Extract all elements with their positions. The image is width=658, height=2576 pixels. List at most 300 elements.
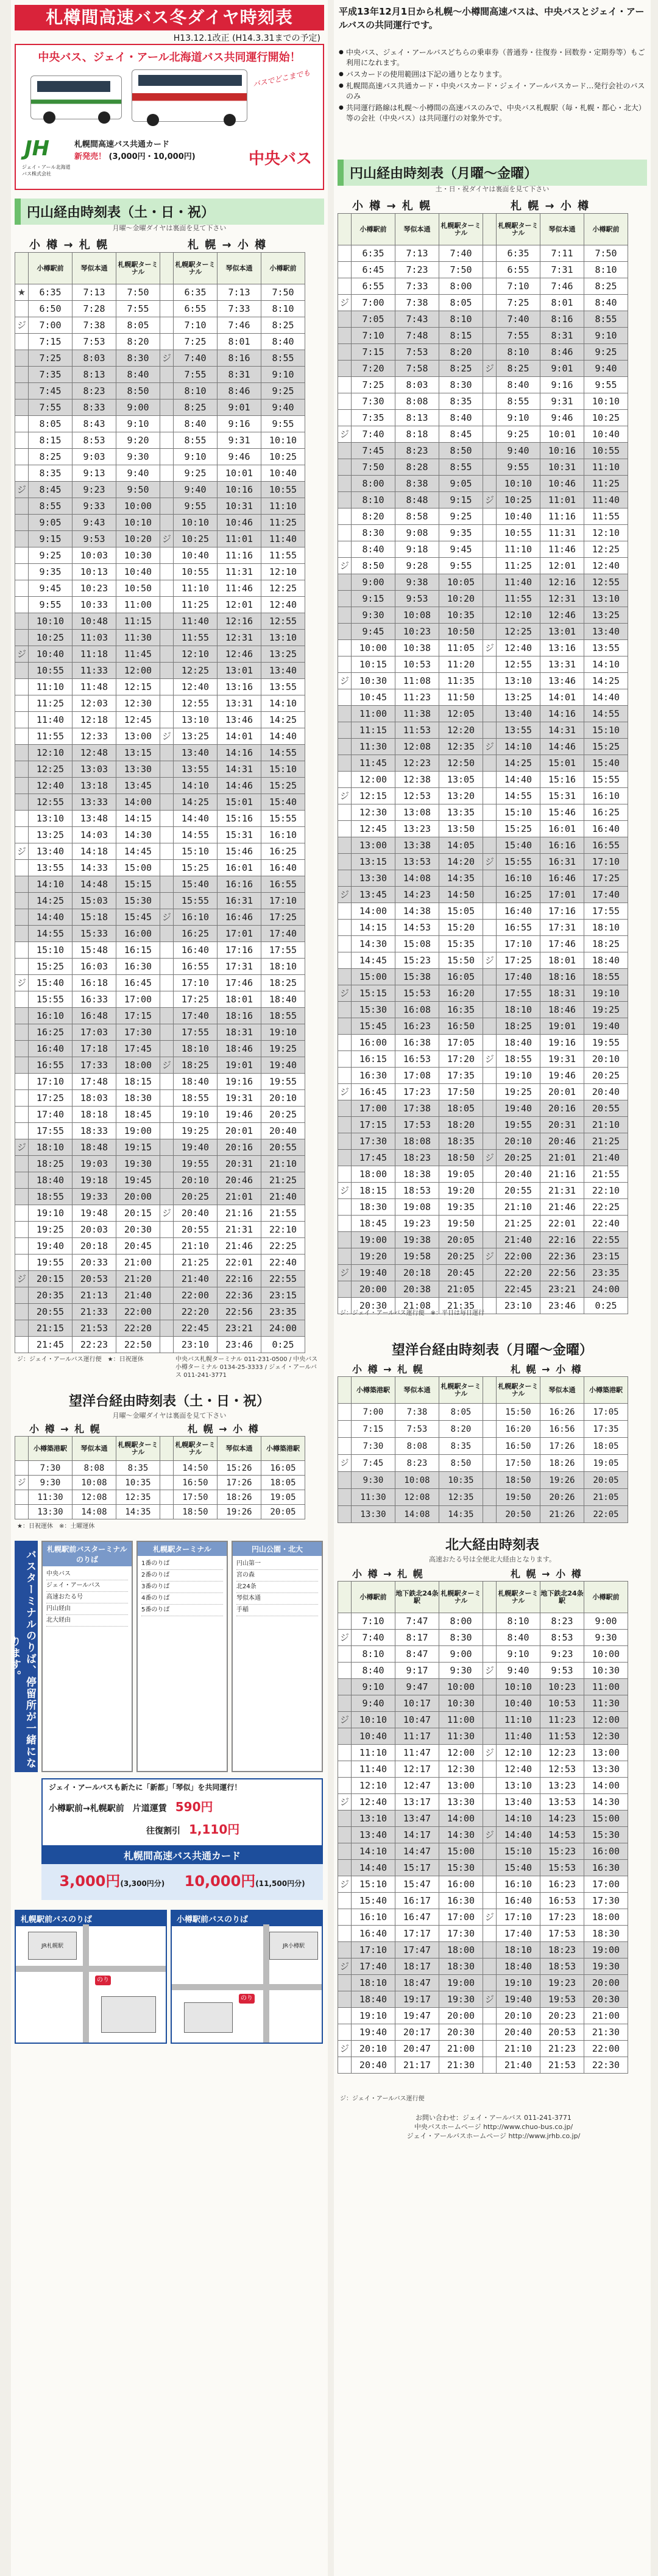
departure-time: 22:20 [116, 1320, 160, 1337]
departure-time: 19:20 [352, 1248, 395, 1265]
table-row [15, 695, 305, 712]
operator-mark [15, 926, 29, 942]
departure-time: 9:30 [352, 1472, 395, 1489]
departure-time: 17:35 [439, 1068, 483, 1084]
departure-time: 18:23 [395, 1150, 439, 1166]
operator-mark: ジ [483, 492, 497, 509]
departure-time: 9:40 [497, 1663, 540, 1679]
table-row [338, 1695, 628, 1712]
operator-mark [338, 1068, 352, 1084]
operator-mark [338, 1909, 352, 1926]
departure-time: 8:35 [439, 393, 483, 410]
operator-mark [15, 1057, 29, 1074]
departure-time: 9:05 [29, 515, 73, 531]
departure-time: 10:40 [116, 564, 160, 580]
departure-time: 13:10 [261, 630, 305, 646]
table-row [338, 541, 628, 558]
departure-time: 19:55 [584, 1035, 628, 1051]
departure-time: 8:25 [29, 449, 73, 465]
table-row [15, 991, 305, 1008]
operator-mark [483, 476, 497, 492]
departure-time: 11:53 [540, 1728, 584, 1745]
table-row [15, 1337, 305, 1353]
departure-time: 16:10 [497, 1876, 540, 1893]
departure-time: 21:40 [497, 2057, 540, 2074]
departure-time: 15:55 [497, 854, 540, 870]
operator-mark [483, 804, 497, 821]
departure-time: 19:25 [29, 1222, 73, 1238]
departure-time: 12:35 [116, 1490, 160, 1505]
departure-time: 14:47 [395, 1843, 439, 1860]
operator-mark [15, 367, 29, 383]
departure-time: 13:40 [352, 1827, 395, 1843]
departure-time: 20:30 [116, 1222, 160, 1238]
table-row [338, 804, 628, 821]
departure-time: 6:55 [352, 278, 395, 295]
operator-mark [338, 936, 352, 952]
departure-time: 12:35 [439, 1489, 483, 1506]
operator-mark [338, 459, 352, 476]
departure-time: 10:35 [439, 607, 483, 624]
departure-time: 19:05 [584, 1455, 628, 1472]
departure-time: 14:05 [439, 837, 483, 854]
operator-mark [338, 393, 352, 410]
departure-time: 16:50 [439, 1018, 483, 1035]
departure-time: 18:15 [116, 1074, 160, 1090]
table-row [338, 262, 628, 278]
departure-time: 9:30 [439, 1663, 483, 1679]
operator-mark [483, 393, 497, 410]
table-row [338, 295, 628, 311]
hokudai-dir-out: 小 樽 → 札 幌 [352, 1568, 424, 1580]
operator-mark [338, 903, 352, 920]
departure-time: 16:45 [116, 975, 160, 991]
terminal-list-item: ジェイ・アールバス [46, 1580, 128, 1592]
departure-time: 15:20 [439, 920, 483, 936]
departure-time: 16:25 [261, 843, 305, 860]
boyodai-weekday-dir-out: 小 樽 → 札 幌 [352, 1364, 424, 1375]
departure-time: 22:40 [584, 1216, 628, 1232]
departure-time: 10:00 [439, 1679, 483, 1695]
operator-mark [160, 1238, 174, 1255]
terminal-list-item: 北大経由 [46, 1615, 128, 1627]
operator-mark [338, 804, 352, 821]
operator-mark [338, 1002, 352, 1018]
table-row [338, 1778, 628, 1794]
departure-time: 15:05 [439, 903, 483, 920]
table-row [15, 761, 305, 778]
departure-time: 19:26 [218, 1505, 261, 1519]
departure-time: 8:05 [29, 416, 73, 432]
departure-time: 9:00 [584, 1613, 628, 1630]
terminal-list-item: 琴似本通 [236, 1593, 318, 1605]
departure-time: 7:40 [352, 426, 395, 443]
operator-mark [160, 383, 174, 399]
jrh-company-name: ジェイ・アール北海道バス株式会社 [22, 164, 71, 177]
operator-mark [483, 936, 497, 952]
departure-time: 8:00 [439, 278, 483, 295]
operator-mark [160, 1189, 174, 1205]
operator-mark [15, 1505, 29, 1519]
departure-time: 14:00 [352, 903, 395, 920]
departure-time: 15:53 [540, 1860, 584, 1876]
column-header: 小樽駅前 [352, 1582, 395, 1613]
departure-time: 21:40 [584, 1150, 628, 1166]
operator-mark: ジ [338, 887, 352, 903]
departure-time: 11:10 [29, 679, 73, 695]
departure-time: 7:50 [352, 459, 395, 476]
departure-time: 19:17 [395, 1991, 439, 2008]
table-row [15, 646, 305, 663]
table-row [15, 827, 305, 843]
table-row [338, 1421, 628, 1438]
departure-time: 16:40 [29, 1041, 73, 1057]
table-row [338, 410, 628, 426]
table-row [338, 1991, 628, 2008]
departure-time: 14:45 [352, 952, 395, 969]
departure-time: 15:10 [174, 843, 218, 860]
operator-mark [15, 827, 29, 843]
departure-time: 17:46 [218, 975, 261, 991]
departure-time: 11:15 [352, 722, 395, 739]
departure-time: 13:16 [540, 640, 584, 656]
departure-time: 20:40 [497, 1166, 540, 1183]
departure-time: 20:40 [261, 1123, 305, 1139]
operator-mark [338, 969, 352, 985]
departure-time: 11:55 [29, 728, 73, 745]
table-row [338, 574, 628, 591]
departure-time: 20:30 [352, 1298, 395, 1314]
departure-time: 7:55 [29, 399, 73, 416]
departure-time: 20:15 [116, 1205, 160, 1222]
departure-time: 24:00 [584, 1281, 628, 1298]
departure-time: 12:30 [439, 1761, 483, 1778]
departure-time: 9:10 [497, 1646, 540, 1663]
operator-mark [338, 1100, 352, 1117]
column-header [15, 1437, 29, 1461]
departure-time: 20:55 [497, 1183, 540, 1199]
departure-time: 20:01 [540, 1084, 584, 1100]
departure-time: 19:08 [395, 1199, 439, 1216]
departure-time: 21:16 [218, 1205, 261, 1222]
operator-mark [15, 712, 29, 728]
operator-mark: ジ [483, 1827, 497, 1843]
departure-time: 14:30 [439, 1827, 483, 1843]
departure-time: 18:55 [261, 1008, 305, 1024]
departure-time: 24:00 [261, 1320, 305, 1337]
departure-time: 20:03 [73, 1222, 116, 1238]
operator-mark [160, 399, 174, 416]
departure-time: 17:26 [540, 1438, 584, 1455]
operator-mark [483, 443, 497, 459]
operator-mark [160, 761, 174, 778]
operator-mark [483, 574, 497, 591]
departure-time: 22:36 [218, 1287, 261, 1304]
operator-mark [483, 410, 497, 426]
departure-time: 14:10 [174, 778, 218, 794]
maruyama-weekday-note: 土・日・祝ダイヤは裏面を見て下さい [435, 185, 550, 193]
operator-mark: ジ [483, 1909, 497, 1926]
table-row [338, 656, 628, 673]
departure-time: 14:00 [439, 1811, 483, 1827]
departure-time: 8:30 [116, 350, 160, 367]
departure-time: 9:00 [116, 399, 160, 416]
operator-mark [15, 1172, 29, 1189]
departure-time: 10:10 [174, 515, 218, 531]
table-row [15, 1505, 305, 1519]
operator-mark [15, 1024, 29, 1041]
departure-time: 19:10 [584, 985, 628, 1002]
departure-time: 9:20 [116, 432, 160, 449]
departure-time: 16:40 [174, 942, 218, 959]
table-row [338, 1199, 628, 1216]
departure-time: 20:31 [540, 1117, 584, 1133]
operator-mark [160, 580, 174, 597]
departure-time: 21:26 [540, 1506, 584, 1523]
table-row [338, 903, 628, 920]
departure-time: 18:23 [540, 1942, 584, 1958]
departure-time: 22:56 [540, 1265, 584, 1281]
departure-time: 22:25 [261, 1238, 305, 1255]
departure-time: 18:08 [395, 1133, 439, 1150]
departure-time: 9:53 [540, 1663, 584, 1679]
operator-mark [15, 745, 29, 761]
operator-mark [160, 1320, 174, 1337]
table-row [15, 399, 305, 416]
table-row [338, 311, 628, 328]
departure-time: 18:55 [29, 1189, 73, 1205]
column-header: 琴似本通 [540, 1377, 584, 1404]
table-row [15, 811, 305, 827]
departure-time: 18:38 [395, 1166, 439, 1183]
departure-time: 18:40 [497, 1958, 540, 1975]
departure-time: 7:47 [395, 1613, 439, 1630]
table-row [15, 531, 305, 547]
operator-mark [160, 334, 174, 350]
departure-time: 11:31 [218, 564, 261, 580]
table-row [338, 1827, 628, 1843]
table-row [338, 689, 628, 706]
operator-mark [338, 492, 352, 509]
departure-time: 12:16 [540, 574, 584, 591]
operator-mark [15, 498, 29, 515]
operator-mark [160, 301, 174, 317]
departure-time: 8:13 [395, 410, 439, 426]
departure-time: 19:50 [439, 1216, 483, 1232]
operator-mark [483, 344, 497, 361]
departure-time: 20:18 [73, 1238, 116, 1255]
departure-time: 18:35 [439, 1133, 483, 1150]
departure-time: 10:40 [261, 465, 305, 482]
departure-time: 7:25 [174, 334, 218, 350]
table-row [338, 1909, 628, 1926]
departure-time: 20:47 [395, 2041, 439, 2057]
table-row [15, 383, 305, 399]
departure-time: 17:00 [352, 1100, 395, 1117]
departure-time: 21:25 [174, 1255, 218, 1271]
departure-time: 18:40 [261, 991, 305, 1008]
departure-time: 7:00 [352, 1404, 395, 1421]
table-header-row [338, 1377, 628, 1404]
operator-mark [160, 679, 174, 695]
departure-time: 21:55 [584, 1166, 628, 1183]
departure-time: 12:46 [540, 607, 584, 624]
departure-time: 17:55 [29, 1123, 73, 1139]
departure-time: 10:25 [174, 531, 218, 547]
departure-time: 15:40 [29, 975, 73, 991]
departure-time: 22:00 [174, 1287, 218, 1304]
departure-time: 22:10 [261, 1222, 305, 1238]
table-row [15, 663, 305, 679]
departure-time: 12:53 [540, 1761, 584, 1778]
table-header-row [15, 253, 305, 284]
departure-time: 8:35 [116, 1461, 160, 1476]
departure-time: 8:20 [439, 344, 483, 361]
departure-time: 8:53 [73, 432, 116, 449]
maruyama-weekend-title: 円山経由時刻表（土・日・祝） [15, 199, 324, 225]
departure-time: 19:10 [352, 2008, 395, 2024]
departure-time: 22:20 [497, 1265, 540, 1281]
departure-time: 21:10 [497, 2041, 540, 2057]
column-header: 札幌駅ターミナル [497, 214, 540, 245]
departure-time: 9:53 [73, 531, 116, 547]
departure-time: 22:55 [261, 1271, 305, 1287]
departure-time: 20:25 [439, 1248, 483, 1265]
departure-time: 17:23 [540, 1909, 584, 1926]
departure-time: 18:17 [395, 1958, 439, 1975]
departure-time: 15:40 [261, 794, 305, 811]
departure-time: 14:46 [540, 739, 584, 755]
table-row [338, 772, 628, 788]
operator-mark [338, 1942, 352, 1958]
departure-time: 7:33 [395, 278, 439, 295]
departure-time: 16:00 [584, 1843, 628, 1860]
departure-time: 18:03 [73, 1090, 116, 1107]
departure-time: 16:03 [73, 959, 116, 975]
departure-time: 10:17 [395, 1695, 439, 1712]
table-row [15, 597, 305, 613]
operator-mark [338, 1893, 352, 1909]
operator-mark: ジ [338, 558, 352, 574]
operator-mark [160, 547, 174, 564]
table-row [338, 1663, 628, 1679]
departure-time: 11:40 [497, 1728, 540, 1745]
departure-time: 16:30 [352, 1068, 395, 1084]
departure-time: 16:10 [497, 870, 540, 887]
departure-time: 16:20 [497, 1421, 540, 1438]
departure-time: 11:03 [73, 630, 116, 646]
departure-time: 18:25 [174, 1057, 218, 1074]
departure-time: 21:23 [540, 2041, 584, 2057]
table-row [15, 1205, 305, 1222]
departure-time: 15:23 [540, 1843, 584, 1860]
operator-mark: ジ [15, 1476, 29, 1490]
operator-mark: ジ [338, 1876, 352, 1893]
departure-time: 11:05 [439, 640, 483, 656]
departure-time: 9:53 [395, 591, 439, 607]
column-header: 琴似本通 [73, 253, 116, 284]
departure-time: 20:05 [584, 1472, 628, 1489]
table-row [15, 1287, 305, 1304]
operator-mark [160, 712, 174, 728]
departure-time: 15:10 [584, 722, 628, 739]
departure-time: 9:35 [29, 564, 73, 580]
departure-time: 16:45 [352, 1084, 395, 1100]
table-row [15, 284, 305, 301]
operator-mark [338, 706, 352, 722]
departure-time: 8:25 [261, 317, 305, 334]
departure-time: 18:01 [218, 991, 261, 1008]
departure-time: 14:40 [29, 909, 73, 926]
operator-mark [483, 1942, 497, 1958]
departure-time: 12:08 [395, 1489, 439, 1506]
operator-mark [15, 1238, 29, 1255]
departure-time: 14:03 [73, 827, 116, 843]
departure-time: 10:10 [261, 432, 305, 449]
operator-mark [160, 1222, 174, 1238]
departure-time: 10:40 [174, 547, 218, 564]
departure-time: 8:23 [73, 383, 116, 399]
column-header: 琴似本通 [218, 253, 261, 284]
operator-mark [338, 2057, 352, 2074]
departure-time: 12:10 [352, 1778, 395, 1794]
departure-time: 14:45 [116, 843, 160, 860]
departure-time: 12:55 [174, 695, 218, 712]
departure-time: 22:16 [540, 1232, 584, 1248]
departure-time: 21:00 [439, 2041, 483, 2057]
departure-time: 8:10 [261, 301, 305, 317]
departure-time: 23:15 [261, 1287, 305, 1304]
operator-mark [338, 1438, 352, 1455]
departure-time: 7:35 [352, 410, 395, 426]
departure-time: 8:03 [73, 350, 116, 367]
departure-time: 19:00 [352, 1232, 395, 1248]
departure-time: 18:40 [497, 1035, 540, 1051]
departure-time: 9:01 [540, 361, 584, 377]
departure-time: 7:53 [395, 344, 439, 361]
departure-time: 12:18 [73, 712, 116, 728]
departure-time: 16:05 [439, 969, 483, 985]
departure-time: 16:50 [174, 1476, 218, 1490]
table-row [338, 278, 628, 295]
departure-time: 20:46 [218, 1172, 261, 1189]
departure-time: 7:23 [395, 262, 439, 278]
operator-mark [15, 613, 29, 630]
departure-time: 22:05 [584, 1506, 628, 1523]
operator-mark [15, 1222, 29, 1238]
departure-time: 11:55 [174, 630, 218, 646]
table-row [338, 1183, 628, 1199]
operator-mark [483, 2024, 497, 2041]
departure-time: 16:26 [540, 1404, 584, 1421]
departure-time: 18:00 [352, 1166, 395, 1183]
departure-time: 7:55 [497, 328, 540, 344]
departure-time: 16:15 [352, 1051, 395, 1068]
departure-time: 19:46 [540, 1068, 584, 1084]
table-row [338, 2024, 628, 2041]
departure-time: 20:23 [540, 2008, 584, 2024]
operator-mark [15, 432, 29, 449]
departure-time: 6:35 [497, 245, 540, 262]
operator-mark [15, 893, 29, 909]
boyodai-weekend-table [15, 1436, 305, 1519]
departure-time: 18:26 [218, 1490, 261, 1505]
departure-time: 7:00 [29, 317, 73, 334]
departure-time: 9:10 [352, 1679, 395, 1695]
operator-mark [338, 1421, 352, 1438]
departure-time: 20:50 [497, 1506, 540, 1523]
departure-time: 14:25 [174, 794, 218, 811]
